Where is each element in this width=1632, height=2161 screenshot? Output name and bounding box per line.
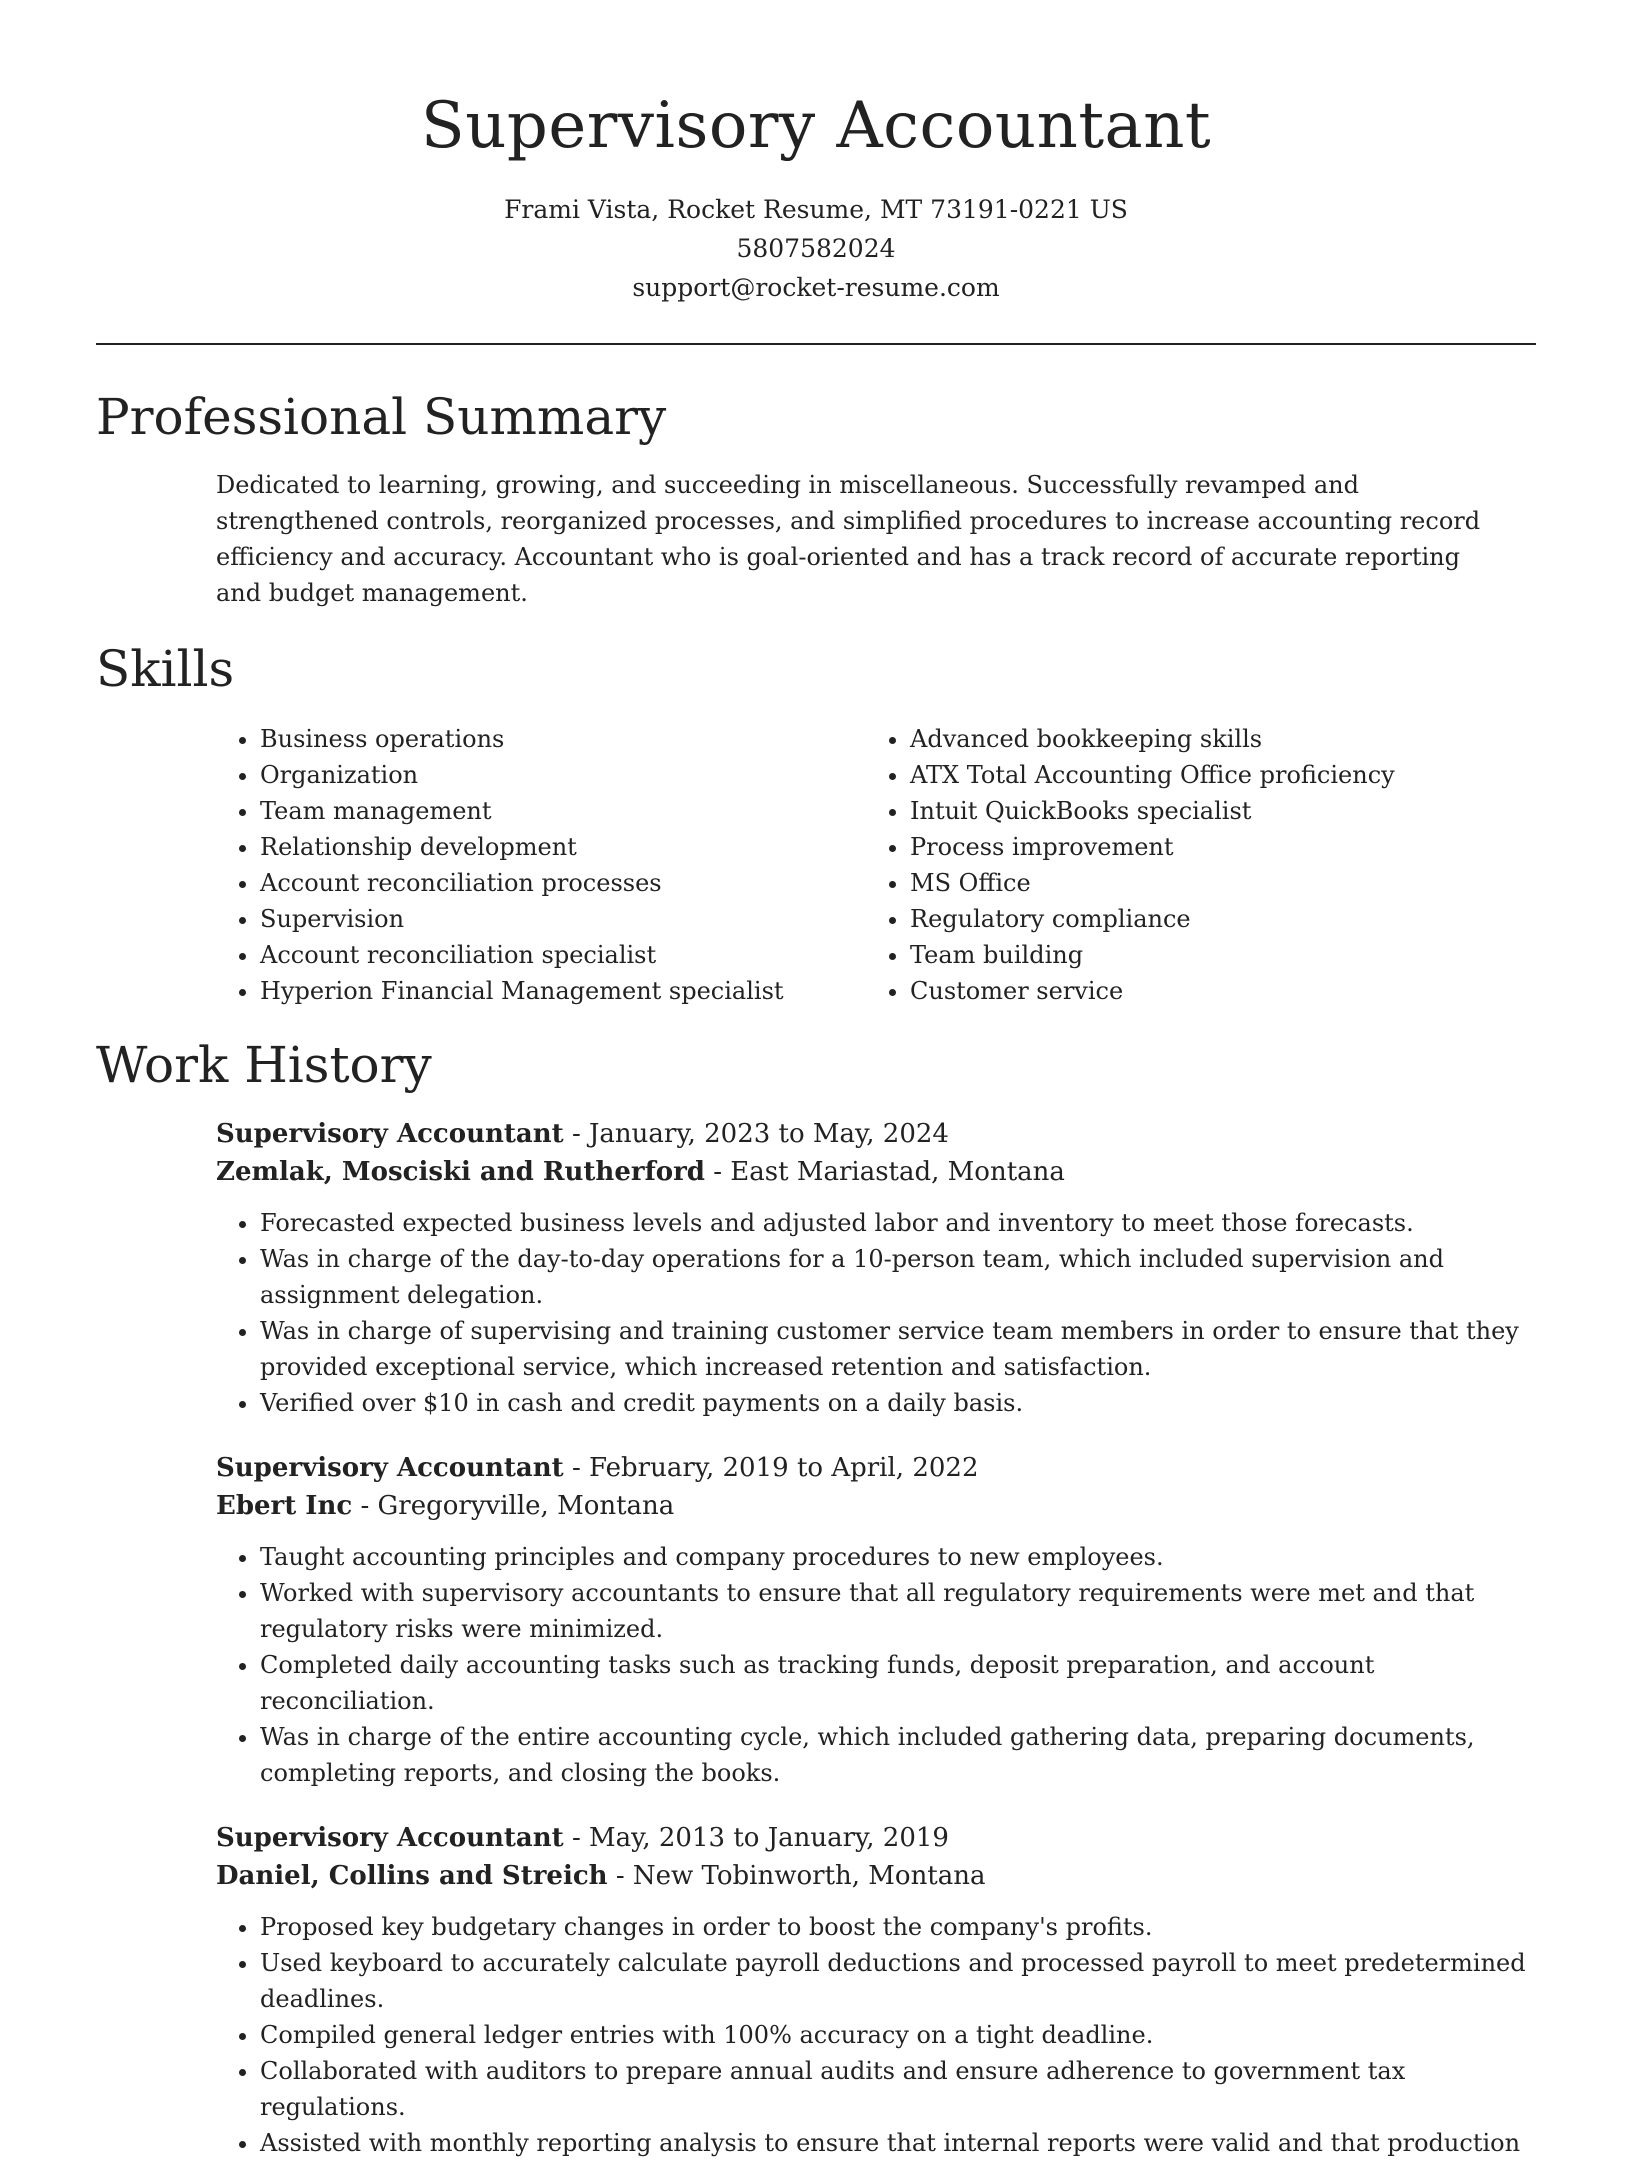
job-title-line — [216, 1115, 1536, 1153]
job-entry — [216, 1115, 1536, 1421]
skill-item: • Supervision — [260, 901, 866, 937]
job-title-line — [216, 1819, 1536, 1857]
header-divider — [96, 343, 1536, 345]
job-bullet: • Assisted with monthly reporting analysis to ensure that internal reports were valid and that production — [260, 2125, 1536, 2161]
contact-email: support@rocket-resume.com — [632, 273, 1000, 302]
skill-item: • Regulatory compliance — [910, 901, 1510, 937]
job-position: Supervisory Accountant — [216, 1823, 564, 1853]
skill-item: • Team building — [910, 937, 1510, 973]
job-bullet: • Was in charge of the day-to-day operations for a 10-person team, which included supervision and assignment delegation. — [260, 1241, 1536, 1313]
job-bullet: • Completed daily accounting tasks such as tracking funds, deposit preparation, and account reconciliation. — [260, 1647, 1536, 1719]
skills-list-right — [866, 721, 1510, 1009]
skill-item: • Team management — [260, 793, 866, 829]
skill-item: • Process improvement — [910, 829, 1510, 865]
job-position: Supervisory Accountant — [216, 1119, 564, 1149]
job-entry — [216, 1449, 1536, 1791]
skill-item: • Relationship development — [260, 829, 866, 865]
job-location: - New Tobinworth, Montana — [607, 1861, 986, 1891]
job-dates: - January, 2023 to May, 2024 — [563, 1119, 949, 1149]
work-history-heading: Work History — [96, 1036, 432, 1094]
skill-item: • Account reconciliation specialist — [260, 937, 866, 973]
skills-list-left — [216, 721, 866, 1009]
job-company-line — [216, 1487, 1536, 1525]
job-dates: - May, 2013 to January, 2019 — [563, 1823, 949, 1853]
job-bullet: • Was in charge of the entire accounting cycle, which included gathering data, preparing documents, completing reports, and closing the books. — [260, 1719, 1536, 1791]
job-bullet: • Forecasted expected business levels and adjusted labor and inventory to meet those forecasts. — [260, 1205, 1536, 1241]
job-company: Zemlak, Mosciski and Rutherford — [216, 1157, 705, 1187]
job-bullet: • Proposed key budgetary changes in order to boost the company's profits. — [260, 1909, 1536, 1945]
job-position: Supervisory Accountant — [216, 1453, 564, 1483]
job-bullet: • Taught accounting principles and company procedures to new employees. — [260, 1539, 1536, 1575]
job-company-line — [216, 1153, 1536, 1191]
skill-item: • Business operations — [260, 721, 866, 757]
job-bullets — [216, 1205, 1536, 1421]
contact-phone: 5807582024 — [736, 234, 896, 263]
skill-item: • Organization — [260, 757, 866, 793]
job-dates: - February, 2019 to April, 2022 — [563, 1453, 979, 1483]
job-bullet: • Collaborated with auditors to prepare annual audits and ensure adherence to government tax regulations. — [260, 2053, 1536, 2125]
contact-block — [96, 190, 1536, 307]
skill-item: • Customer service — [910, 973, 1510, 1009]
job-bullet: • Worked with supervisory accountants to ensure that all regulatory requirements were met and that regulatory risks were minimized. — [260, 1575, 1536, 1647]
contact-address: Frami Vista, Rocket Resume, MT 73191-0221 US — [504, 195, 1128, 224]
job-location: - East Mariastad, Montana — [704, 1157, 1065, 1187]
job-company: Ebert Inc — [216, 1491, 353, 1521]
skills-columns — [216, 721, 1536, 1009]
skill-item: • Account reconciliation processes — [260, 865, 866, 901]
job-bullet: • Used keyboard to accurately calculate payroll deductions and processed payroll to meet predetermined deadlines. — [260, 1945, 1536, 2017]
summary-text: Dedicated to learning, growing, and succeeding in miscellaneous. Successfully revamped and strengthened controls, reorganized processes, and simplified procedures to increase accounting record efficiency and accuracy. Accountant who is goal-oriented and has a track record of accurate reporting and budget management. — [216, 471, 1481, 607]
job-bullets — [216, 1539, 1536, 1791]
job-bullets — [216, 1909, 1536, 2161]
job-location: - Gregoryville, Montana — [352, 1491, 675, 1521]
job-title-line — [216, 1449, 1536, 1487]
skill-item: • Advanced bookkeeping skills — [910, 721, 1510, 757]
job-company: Daniel, Collins and Streich — [216, 1861, 608, 1891]
skills-heading: Skills — [96, 640, 235, 698]
skill-item: • Hyperion Financial Management specialist — [260, 973, 866, 1009]
skill-item: • ATX Total Accounting Office proficiency — [910, 757, 1510, 793]
skill-item: • Intuit QuickBooks specialist — [910, 793, 1510, 829]
job-company-line — [216, 1857, 1536, 1895]
job-bullet: • Compiled general ledger entries with 100% accuracy on a tight deadline. — [260, 2017, 1536, 2053]
resume-header — [96, 0, 1536, 307]
skill-item: • MS Office — [910, 865, 1510, 901]
job-bullet: • Was in charge of supervising and training customer service team members in order to ensure that they provided exceptional service, which increased retention and satisfaction. — [260, 1313, 1536, 1385]
job-bullet: • Verified over $10 in cash and credit payments on a daily basis. — [260, 1385, 1536, 1421]
job-entry — [216, 1819, 1536, 2161]
summary-heading: Professional Summary — [96, 388, 667, 446]
candidate-name: Supervisory Accountant — [420, 89, 1212, 163]
